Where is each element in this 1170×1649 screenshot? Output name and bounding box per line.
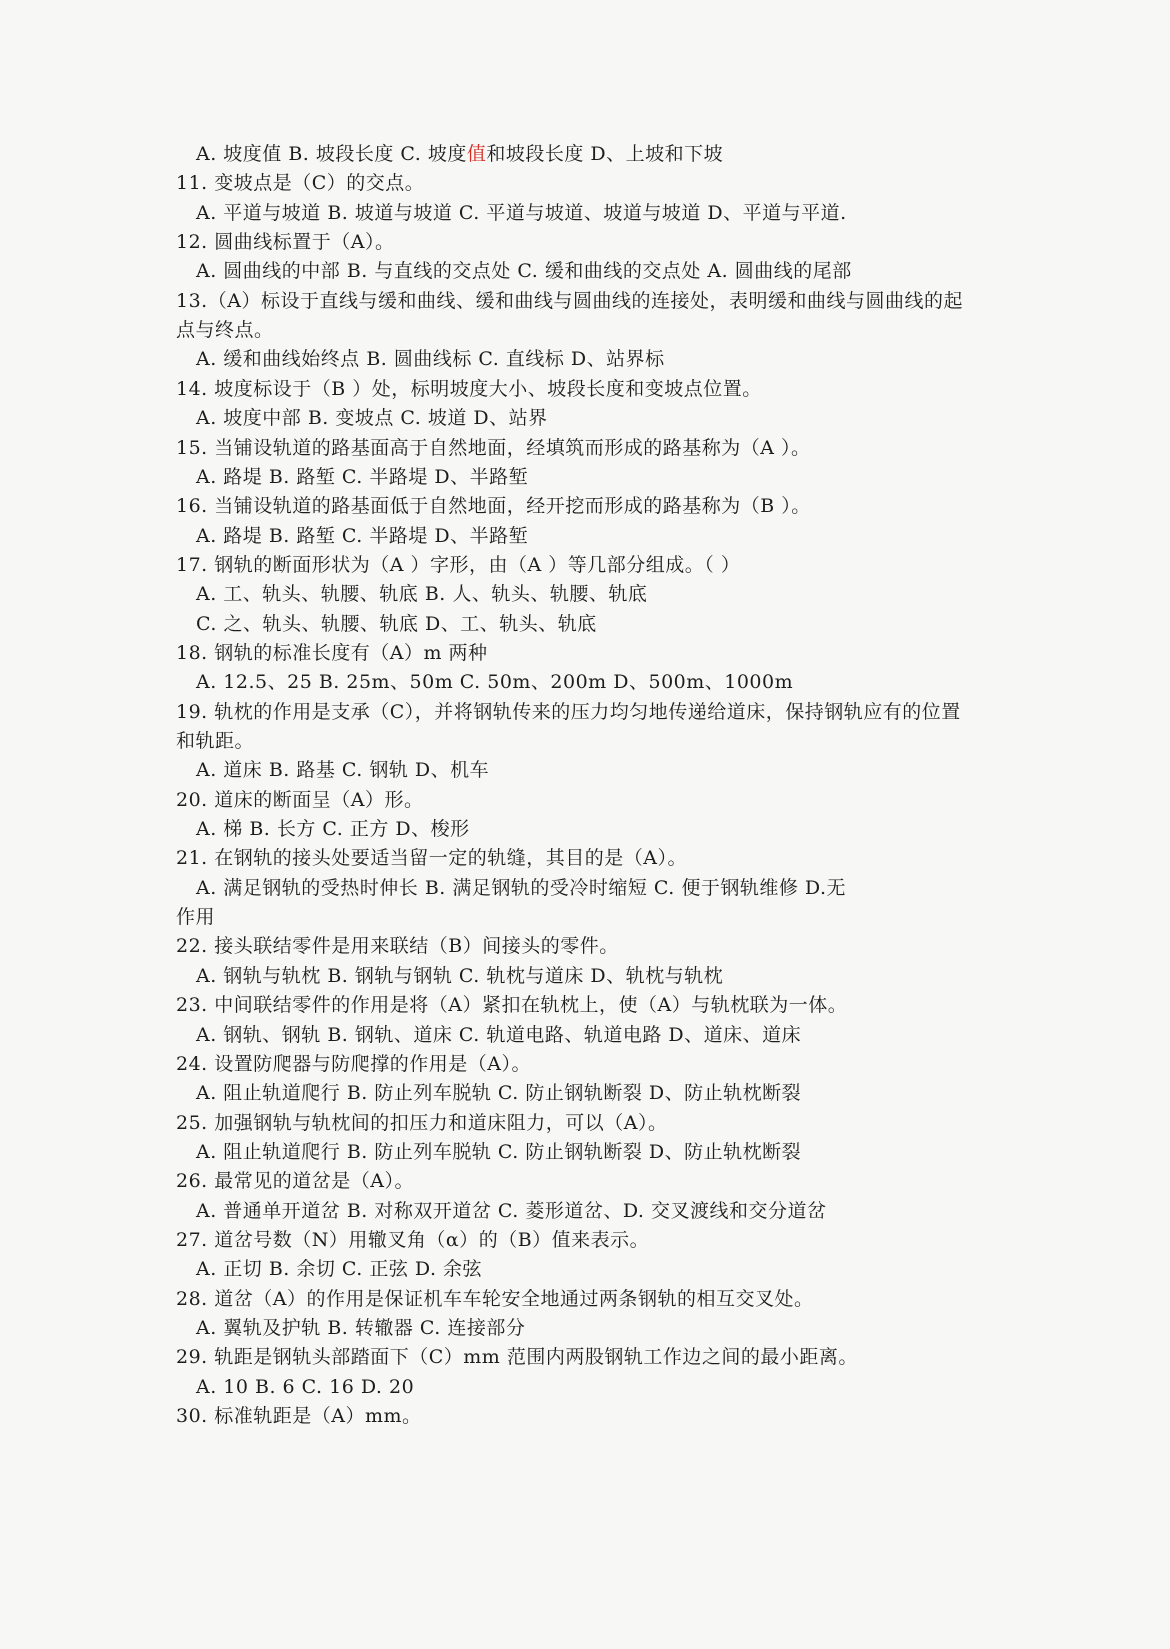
options-line: A. 12.5、25 B. 25m、50m C. 50m、200m D、500m、1000m — [196, 671, 794, 693]
options-line: A. 路堤 B. 路堑 C. 半路堤 D、半路堑 — [196, 466, 529, 488]
question-line: 25. 加强钢轨与轨枕间的扣压力和道床阻力，可以（A）。 — [176, 1112, 668, 1134]
question-line: 12. 圆曲线标置于（A）。 — [176, 231, 395, 253]
question-line: 28. 道岔（A）的作用是保证机车车轮安全地通过两条钢轨的相互交叉处。 — [176, 1288, 814, 1310]
options-line: A. 缓和曲线始终点 B. 圆曲线标 C. 直线标 D、站界标 — [196, 348, 665, 370]
options-line: A. 坡度中部 B. 变坡点 C. 坡道 D、站界 — [196, 407, 548, 429]
question-line: 17. 钢轨的断面形状为（A ）字形，由（A ）等几部分组成。（ ） — [176, 554, 741, 576]
options-line: A. 普通单开道岔 B. 对称双开道岔 C. 菱形道岔、D. 交叉渡线和交分道岔 — [196, 1200, 827, 1222]
question-line: 30. 标准轨距是（A）mm。 — [176, 1405, 422, 1427]
options-line: A. 满足钢轨的受热时伸长 B. 满足钢轨的受冷时缩短 C. 便于钢轨维修 D.无 — [196, 877, 846, 899]
question-line: 27. 道岔号数（N）用辙叉角（α）的（B）值来表示。 — [176, 1229, 650, 1251]
question-line: 20. 道床的断面呈（A）形。 — [176, 789, 424, 811]
options-line: A. 工、轨头、轨腰、轨底 B. 人、轨头、轨腰、轨底 — [196, 583, 648, 605]
options-line: A. 翼轨及护轨 B. 转辙器 C. 连接部分 — [196, 1317, 526, 1339]
text-segment: A. 坡度值 B. 坡段长度 C. 坡度 — [196, 143, 467, 165]
question-line: 11. 变坡点是（C）的交点。 — [176, 172, 425, 194]
question-line: 29. 轨距是钢轨头部踏面下（C）mm 范围内两股钢轨工作边之间的最小距离。 — [176, 1346, 858, 1368]
options-line: A. 梯 B. 长方 C. 正方 D、梭形 — [196, 818, 470, 840]
question-line: 23. 中间联结零件的作用是将（A）紧扣在轨枕上，使（A）与轨枕联为一体。 — [176, 994, 848, 1016]
continuation-line: 点与终点。 — [176, 319, 274, 341]
question-line: 22. 接头联结零件是用来联结（B）间接头的零件。 — [176, 935, 619, 957]
question-line: 26. 最常见的道岔是（A）。 — [176, 1170, 414, 1192]
options-line: A. 阻止轨道爬行 B. 防止列车脱轨 C. 防止钢轨断裂 D、防止轨枕断裂 — [196, 1082, 802, 1104]
question-line: 19. 轨枕的作用是支承（C），并将钢轨传来的压力均匀地传递给道床，保持钢轨应有的位置 — [176, 701, 961, 723]
question-line: 13.（A）标设于直线与缓和曲线、缓和曲线与圆曲线的连接处，表明缓和曲线与圆曲线的起 — [176, 290, 963, 312]
question-line: 18. 钢轨的标准长度有（A）m 两种 — [176, 642, 488, 664]
highlighted-char: 值 — [466, 143, 487, 165]
continuation-line: 和轨距。 — [176, 730, 255, 752]
options-line: A. 钢轨、钢轨 B. 钢轨、道床 C. 轨道电路、轨道电路 D、道床、道床 — [196, 1024, 802, 1046]
question-line: 14. 坡度标设于（B ）处，标明坡度大小、坡段长度和变坡点位置。 — [176, 378, 762, 400]
text-segment: 和坡段长度 D、上坡和下坡 — [486, 143, 724, 165]
options-line: A. 路堤 B. 路堑 C. 半路堤 D、半路堑 — [196, 525, 529, 547]
question-line: 15. 当铺设轨道的路基面高于自然地面，经填筑而形成的路基称为（A ）。 — [176, 437, 811, 459]
options-line-q10 — [196, 139, 723, 170]
question-line: 21. 在钢轨的接头处要适当留一定的轨缝，其目的是（A）。 — [176, 847, 687, 869]
continuation-line: 作用 — [176, 906, 216, 928]
options-line: A. 10 B. 6 C. 16 D. 20 — [196, 1376, 415, 1398]
options-line: A. 阻止轨道爬行 B. 防止列车脱轨 C. 防止钢轨断裂 D、防止轨枕断裂 — [196, 1141, 802, 1163]
question-line: 16. 当铺设轨道的路基面低于自然地面，经开挖而形成的路基称为（B ）。 — [176, 495, 811, 517]
options-line: C. 之、轨头、轨腰、轨底 D、工、轨头、轨底 — [196, 613, 597, 635]
options-line: A. 道床 B. 路基 C. 钢轨 D、机车 — [196, 759, 490, 781]
options-line: A. 圆曲线的中部 B. 与直线的交点处 C. 缓和曲线的交点处 A. 圆曲线的尾部 — [196, 260, 852, 282]
question-line: 24. 设置防爬器与防爬撑的作用是（A）。 — [176, 1053, 531, 1075]
options-line: A. 钢轨与轨枕 B. 钢轨与钢轨 C. 轨枕与道床 D、轨枕与轨枕 — [196, 965, 724, 987]
options-line: A. 平道与坡道 B. 坡道与坡道 C. 平道与坡道、坡道与坡道 D、平道与平道. — [196, 202, 847, 224]
options-line: A. 正切 B. 余切 C. 正弦 D. 余弦 — [196, 1258, 483, 1280]
